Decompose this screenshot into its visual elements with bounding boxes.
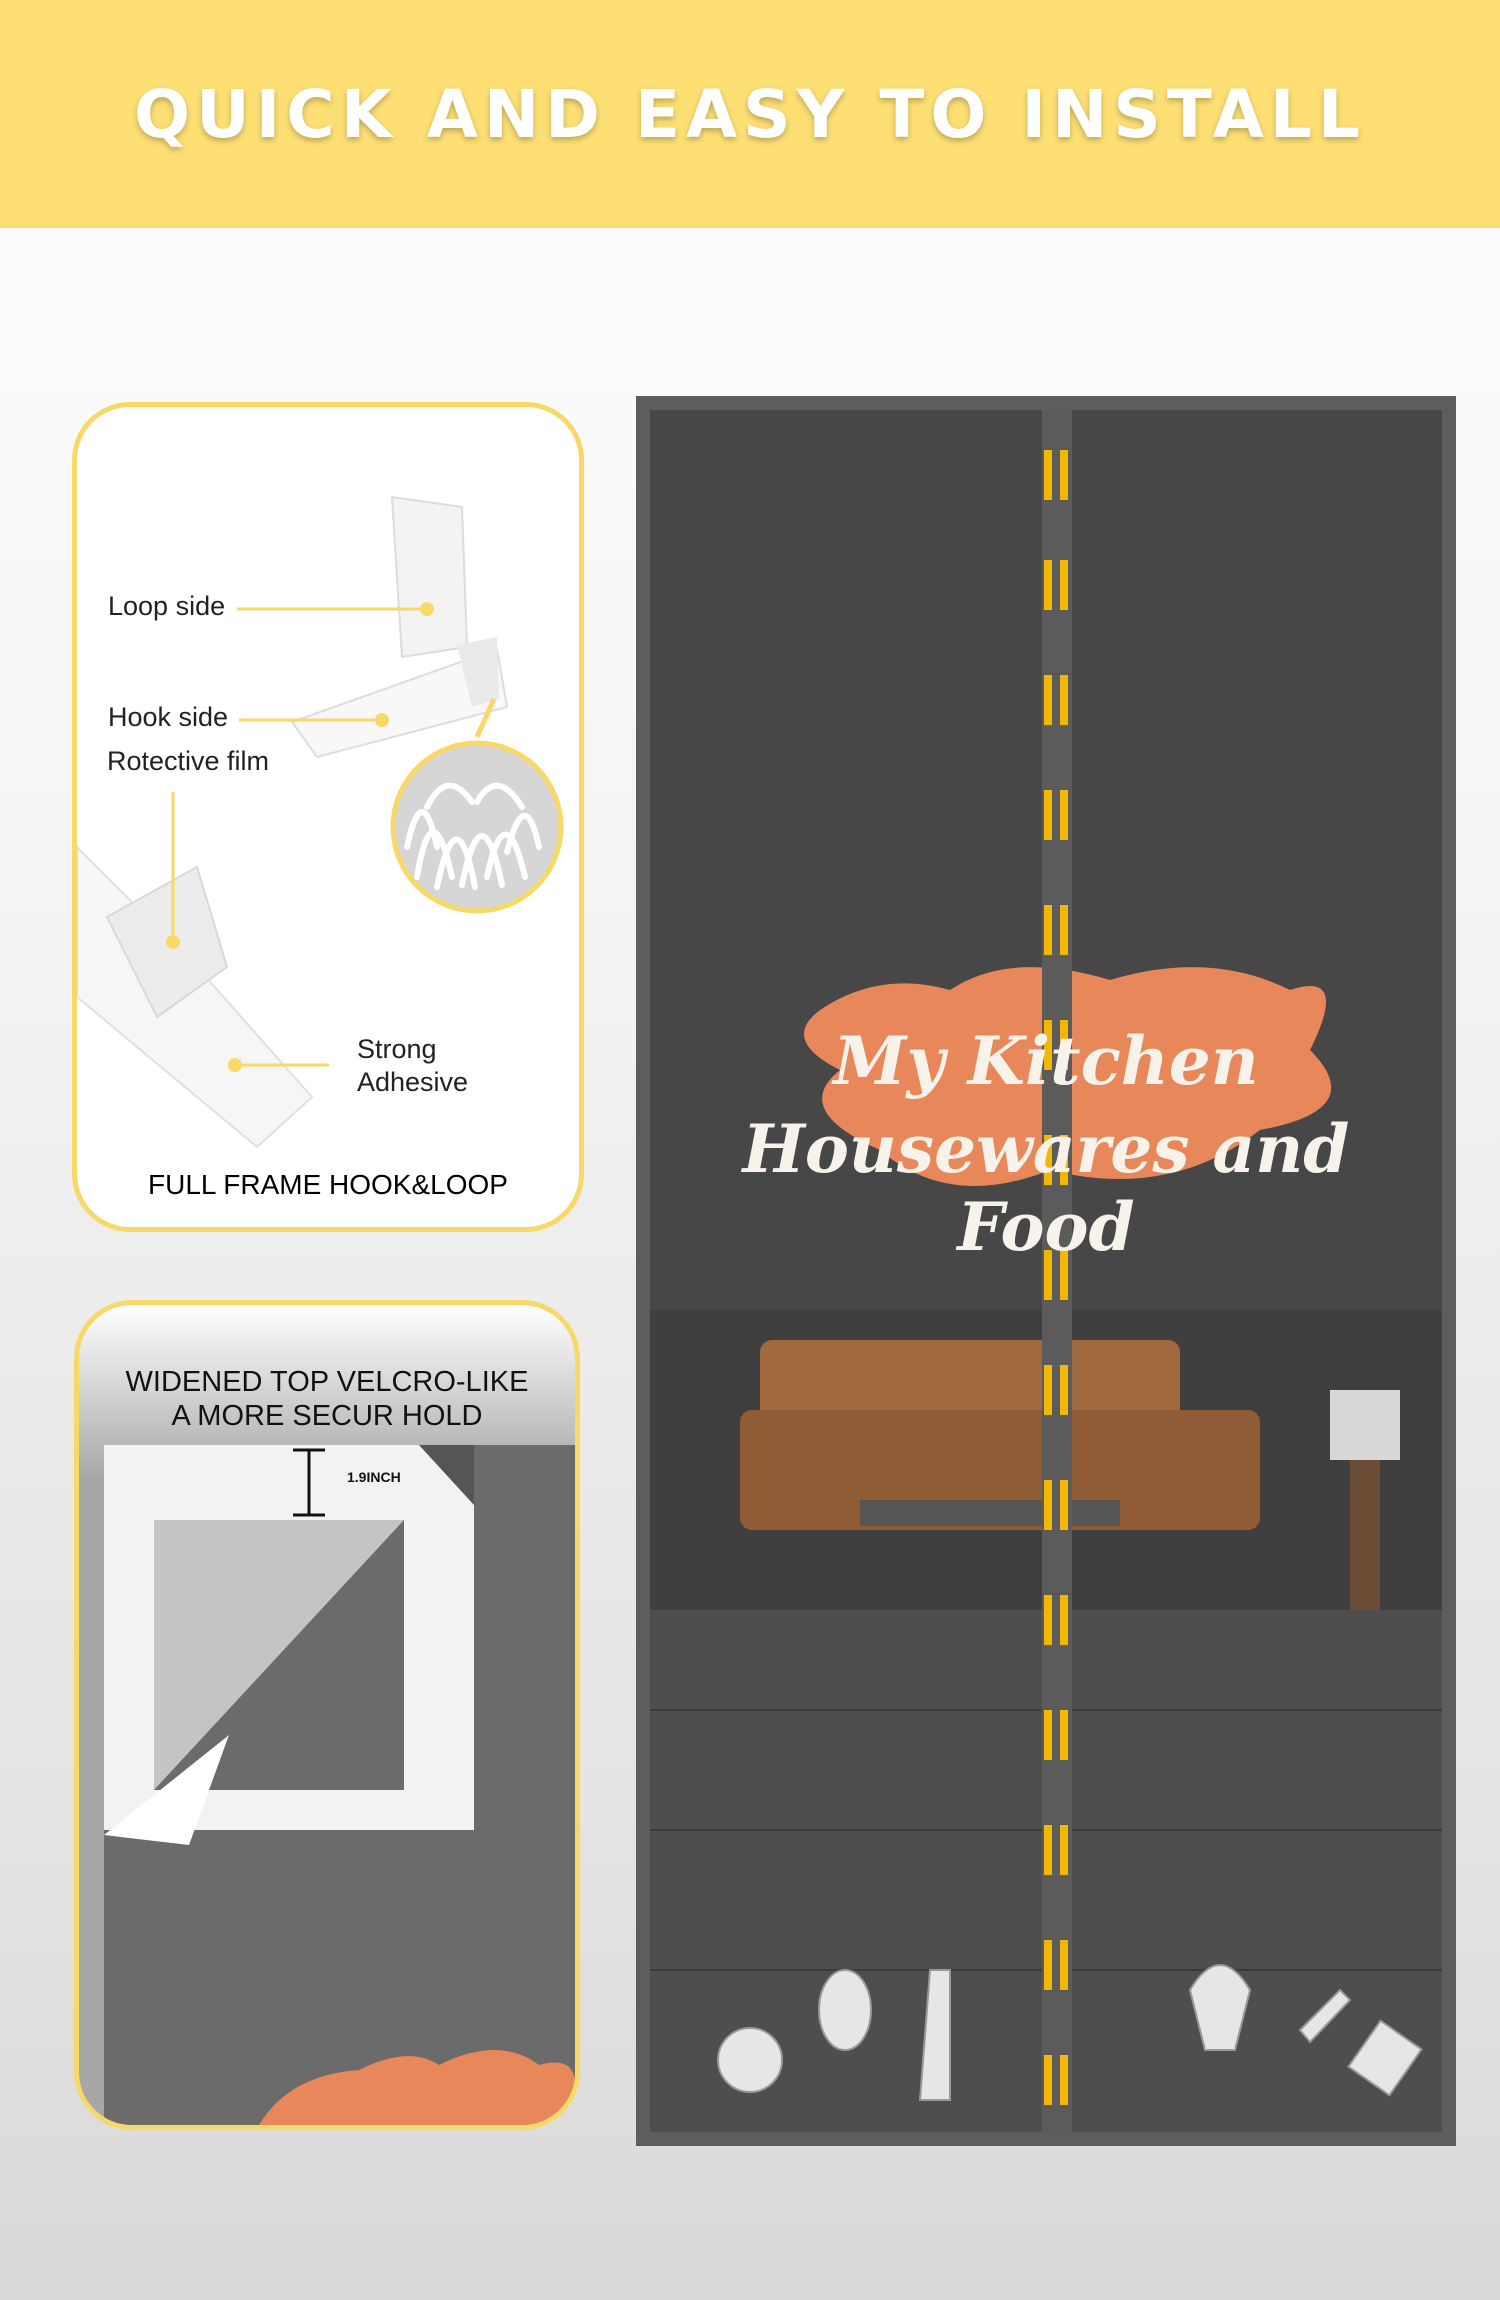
velcro-strips-illustration: [77, 407, 579, 1227]
widened-top-title-line2: A MORE SECUR HOLD: [171, 1400, 483, 1432]
door-print-line1: My Kitchen: [833, 1022, 1259, 1100]
widened-top-title: [79, 1365, 575, 1433]
protective-film-label: Rotective film: [107, 746, 270, 776]
banner: [0, 0, 1500, 228]
strong-adhesive-label-line1: Strong: [357, 1034, 437, 1064]
loop-side-label: Loop side: [108, 591, 226, 621]
door-print-line2: Housewares and Food: [742, 1110, 1350, 1266]
strong-adhesive-label-line2: Adhesive: [357, 1067, 469, 1097]
hook-side-label: Hook side: [108, 702, 229, 732]
widened-top-card: [74, 1300, 580, 2130]
hook-loop-card: [72, 402, 584, 1232]
measurement-label: 1.9INCH: [347, 1469, 401, 1485]
door-curtain-illustration: [650, 410, 1442, 2132]
magnetic-door-curtain: [636, 396, 1456, 2146]
banner-title: QUICK AND EASY TO INSTALL: [134, 75, 1366, 153]
hook-loop-caption: FULL FRAME HOOK&LOOP: [148, 1169, 508, 1200]
widened-top-title-line1: WIDENED TOP VELCRO-LIKE: [125, 1366, 529, 1398]
